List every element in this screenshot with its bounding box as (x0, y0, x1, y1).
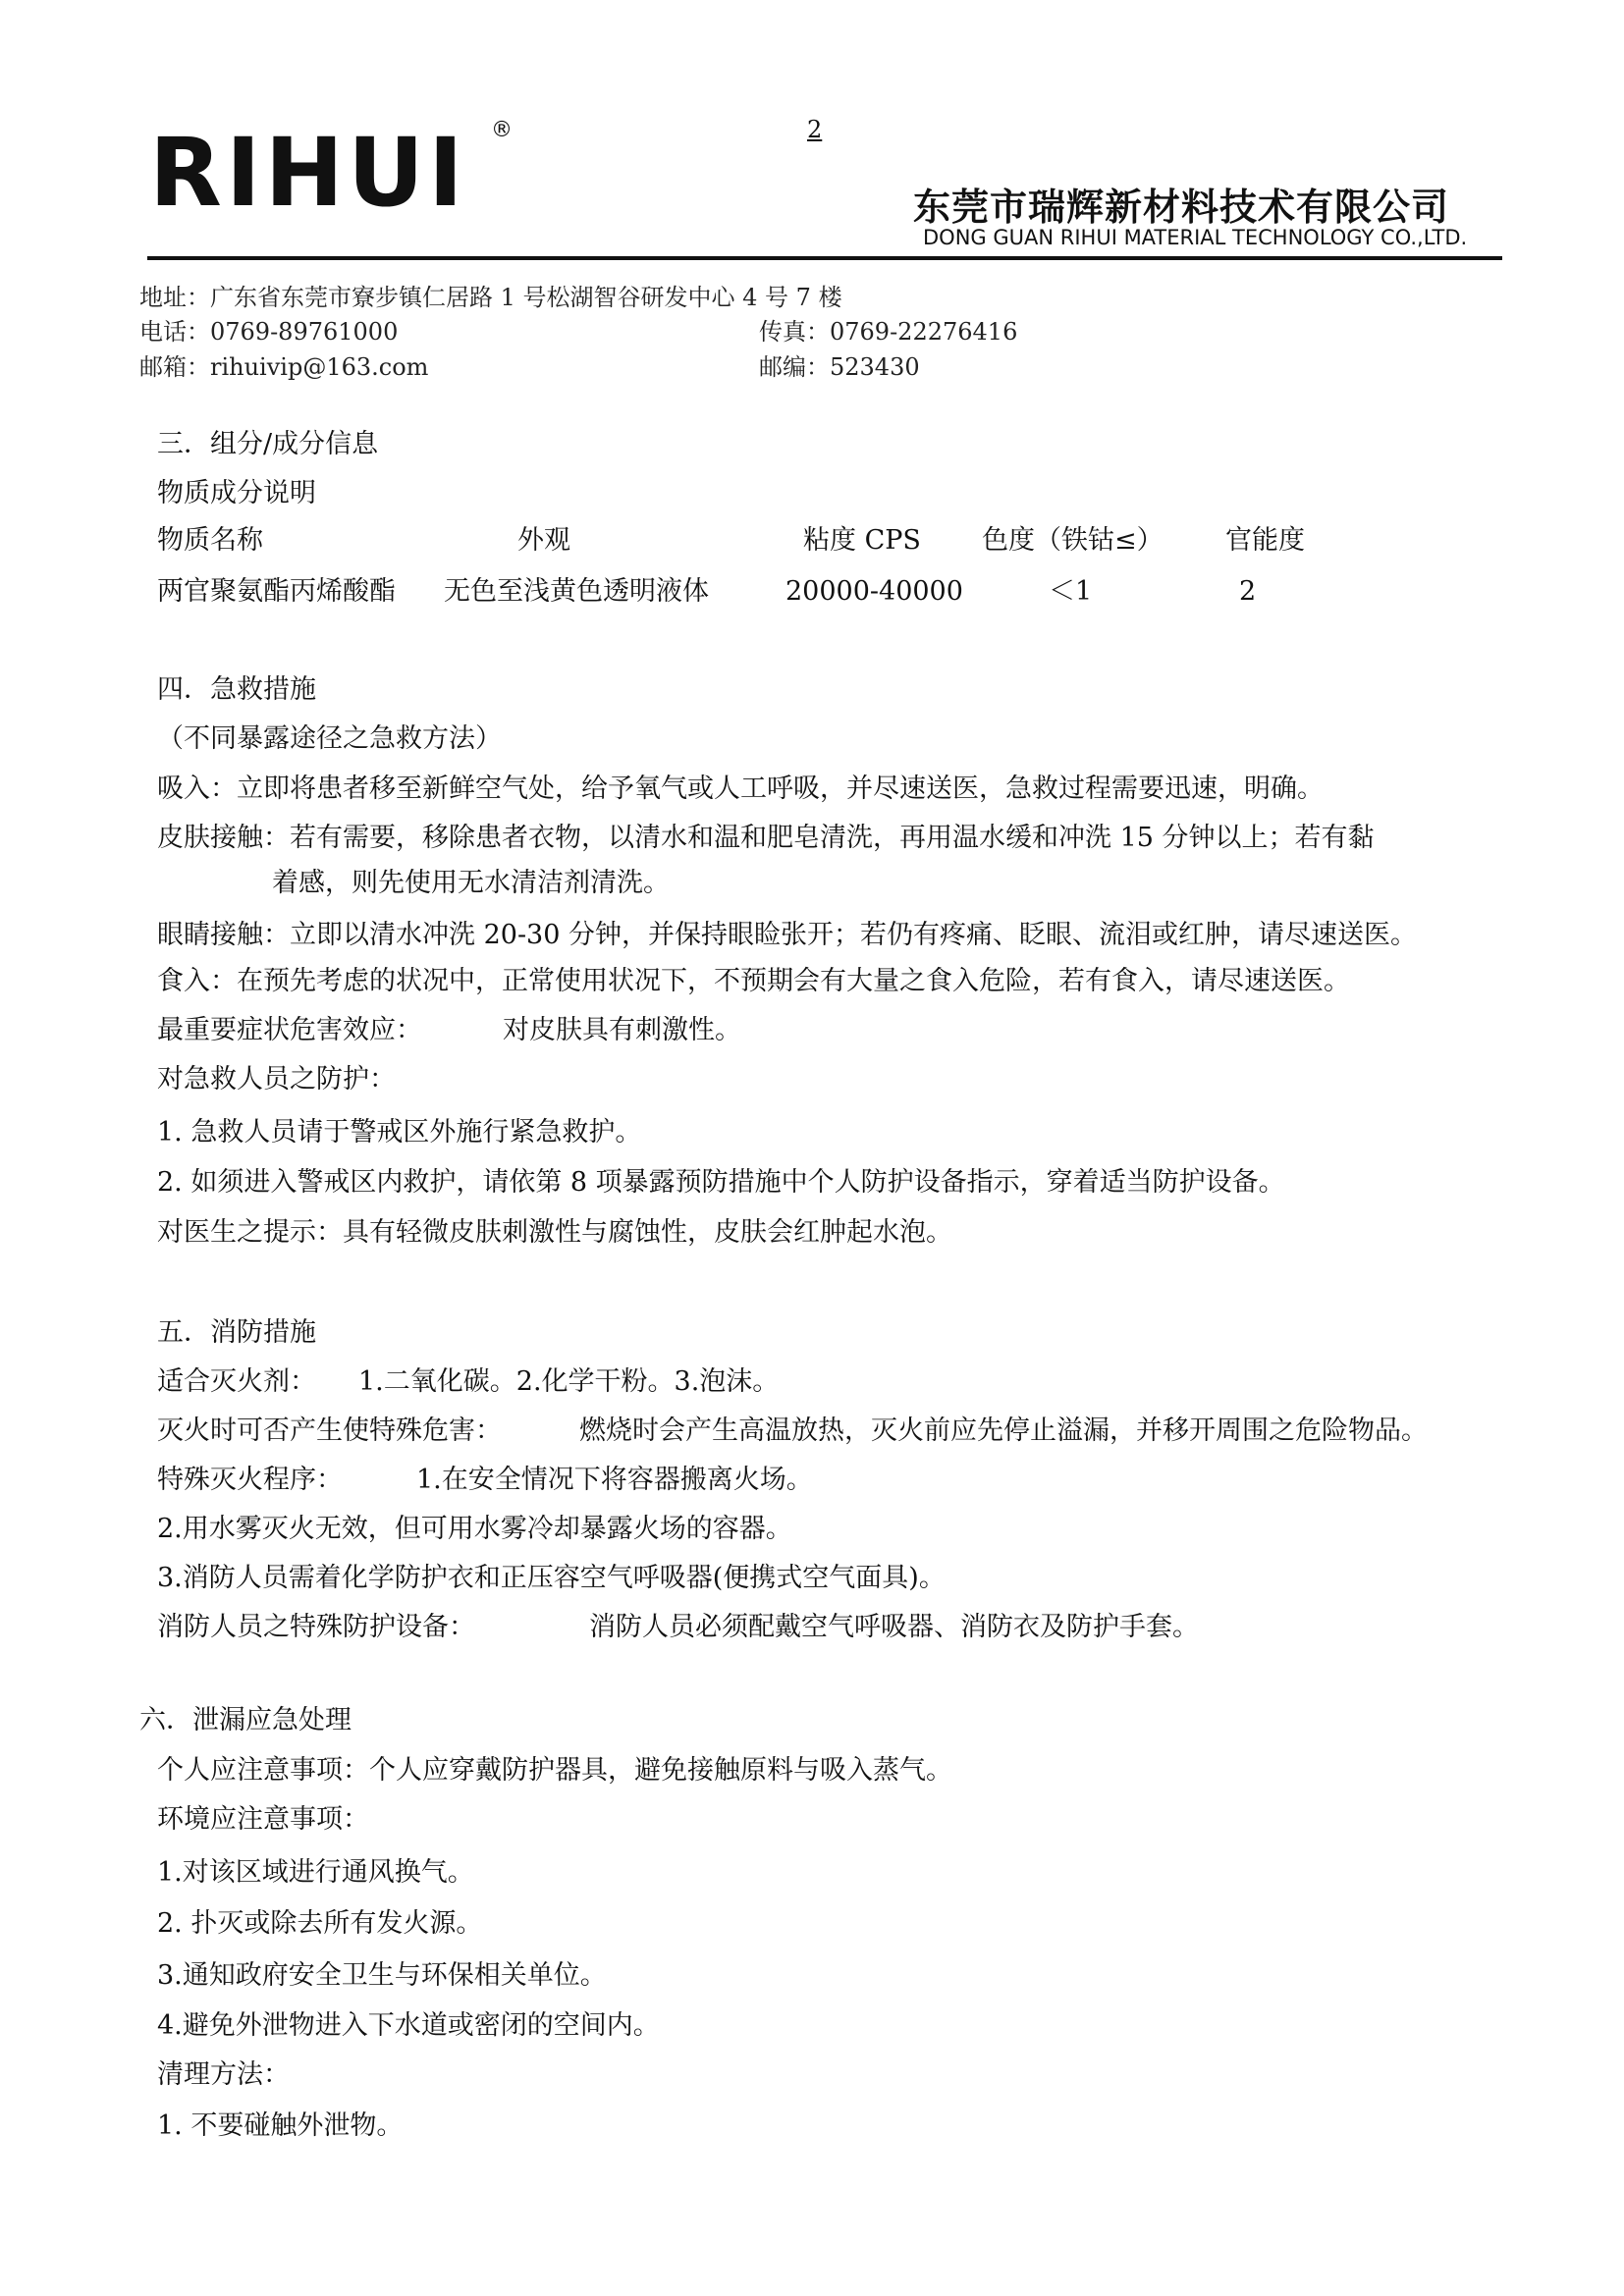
section-6-line: 2. 扑灭或除去所有发火源。 (157, 1908, 483, 1939)
section-6-line: 清理方法： (157, 2059, 290, 2090)
section-5-value: 消防人员必须配戴空气呼吸器、消防衣及防护手套。 (589, 1612, 1199, 1642)
section-6-line: 3.通知政府安全卫生与环保相关单位。 (157, 1960, 607, 1991)
table-header-color: 色度（铁钴≤） (982, 525, 1164, 556)
section-5-label: 消防人员之特殊防护设备： (157, 1612, 475, 1642)
section-3-subtitle: 物质成分说明 (157, 478, 316, 508)
registered-mark: ® (491, 118, 513, 142)
postcode-line: 邮编：523430 (759, 353, 920, 381)
section-6-line: 1. 不要碰触外泄物。 (157, 2110, 404, 2141)
address-line: 地址：广东省东莞市寮步镇仁居路 1 号松湖智谷研发中心 4 号 7 楼 (139, 284, 842, 311)
table-cell-viscosity: 20000-40000 (785, 576, 963, 607)
section-6-line: 个人应注意事项：个人应穿戴防护器具，避免接触原料与吸入蒸气。 (157, 1755, 952, 1786)
phone-line: 电话：0769-89761000 (139, 318, 399, 346)
table-cell-functionality: 2 (1239, 576, 1257, 607)
table-header-name: 物质名称 (157, 525, 263, 556)
section-5-value: 1.在安全情况下将容器搬离火场。 (416, 1465, 813, 1495)
section-4-line: （不同暴露途径之急救方法） (157, 723, 502, 754)
header-divider (147, 256, 1502, 260)
section-6-line: 4.避免外泄物进入下水道或密闭的空间内。 (157, 2010, 660, 2041)
section-4-line: 食入：在预先考虑的状况中，正常使用状况下，不预期会有大量之食入危险，若有食入，请尽速送医。 (157, 966, 1350, 996)
table-header-appearance: 外观 (517, 525, 570, 556)
section-4-line: 2. 如须进入警戒区内救护，请依第 8 项暴露预防措施中个人防护设备指示，穿着适当防护设备。 (157, 1167, 1285, 1198)
section-4-line: 着感，则先使用无水清洁剂清洗。 (272, 868, 670, 898)
section-4-line: 对急救人员之防护： (157, 1064, 396, 1095)
table-header-viscosity: 粘度 CPS (803, 525, 921, 556)
section-4-title: 四．急救措施 (157, 674, 316, 705)
section-5-title: 五．消防措施 (157, 1317, 316, 1348)
fax-line: 传真：0769-22276416 (759, 318, 1018, 346)
company-name-cn: 东莞市瑞辉新材料技术有限公司 (913, 186, 1450, 229)
section-4-label: 最重要症状危害效应： (157, 1015, 422, 1045)
section-5-value: 燃烧时会产生高温放热，灭火前应先停止溢漏，并移开周围之危险物品。 (579, 1415, 1428, 1446)
page-number: 2 (807, 116, 823, 143)
section-5-value: 1.二氧化碳。2.化学干粉。3.泡沫。 (358, 1366, 780, 1397)
table-cell-name: 两官聚氨酯丙烯酸酯 (157, 576, 396, 607)
company-logo: RIHUI (149, 118, 467, 228)
section-4-line: 对医生之提示：具有轻微皮肤刺激性与腐蚀性，皮肤会红肿起水泡。 (157, 1217, 952, 1248)
company-name-en: DONG GUAN RIHUI MATERIAL TECHNOLOGY CO.,LTD. (923, 226, 1468, 249)
section-4-line: 吸入：立即将患者移至新鲜空气处，给予氧气或人工呼吸，并尽速送医，急救过程需要迅速，明确。 (157, 774, 1324, 804)
section-4-line: 眼睛接触：立即以清水冲洗 20-30 分钟，并保持眼睑张开；若仍有疼痛、眨眼、流泪或红肿，请尽速送医。 (157, 920, 1417, 950)
section-5-line: 3.消防人员需着化学防护衣和正压容空气呼吸器(便携式空气面具)。 (157, 1563, 946, 1593)
section-5-label: 灭火时可否产生使特殊危害： (157, 1415, 502, 1446)
section-6-line: 环境应注意事项： (157, 1804, 369, 1835)
section-4-value: 对皮肤具有刺激性。 (503, 1015, 741, 1045)
section-3-title: 三．组分/成分信息 (157, 429, 379, 459)
table-cell-color: ＜1 (1049, 576, 1093, 607)
table-cell-appearance: 无色至浅黄色透明液体 (444, 576, 709, 607)
section-4-line: 皮肤接触：若有需要，移除患者衣物，以清水和温和肥皂清洗，再用温水缓和冲洗 15 分钟以上；若有黏 (157, 823, 1375, 853)
section-6-line: 1.对该区域进行通风换气。 (157, 1857, 474, 1888)
section-5-label: 适合灭火剂： (157, 1366, 316, 1397)
section-5-label: 特殊灭火程序： (157, 1465, 343, 1495)
table-header-functionality: 官能度 (1225, 525, 1305, 556)
section-6-title: 六．泄漏应急处理 (139, 1705, 352, 1735)
email-line: 邮箱：rihuivip@163.com (139, 353, 429, 381)
section-5-line: 2.用水雾灭火无效，但可用水雾冷却暴露火场的容器。 (157, 1514, 792, 1544)
section-4-line: 1. 急救人员请于警戒区外施行紧急救护。 (157, 1117, 642, 1148)
